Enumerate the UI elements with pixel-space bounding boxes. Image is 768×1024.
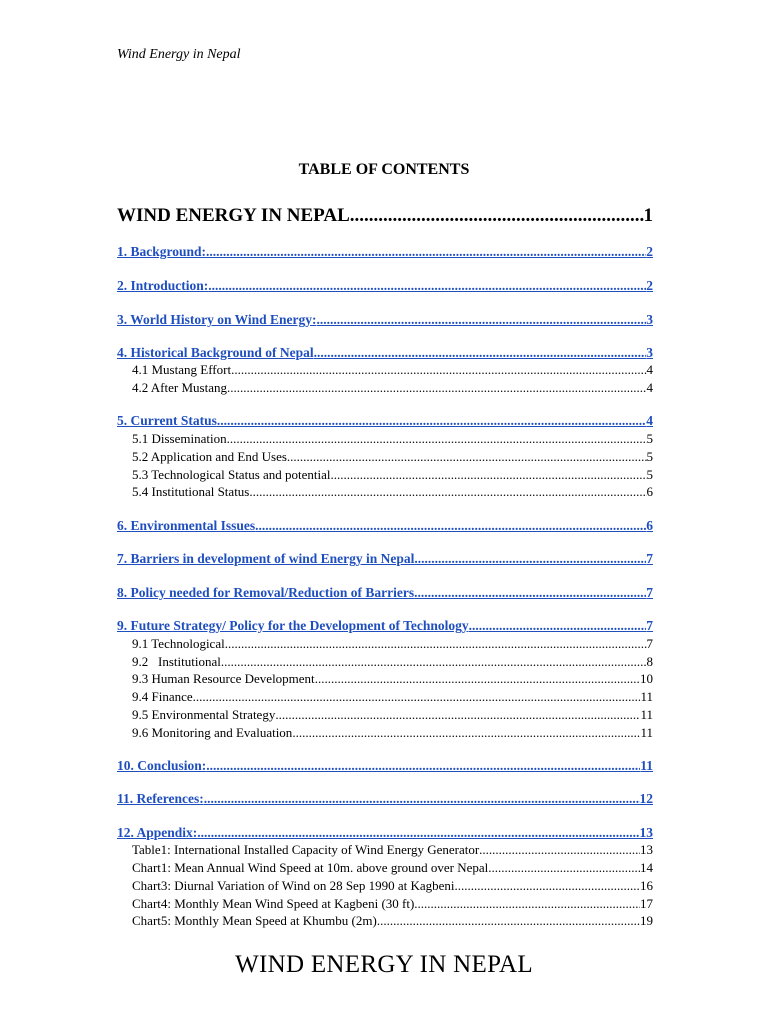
dot-leader: [455, 878, 641, 894]
toc-entry-page: 6: [646, 518, 653, 533]
toc-entry-page: 4: [646, 362, 653, 377]
dot-leader: [217, 413, 646, 429]
dot-leader: [204, 791, 640, 807]
toc-entry-label: 9.4 Finance: [132, 689, 193, 704]
toc-entry-label: 5.4 Institutional Status: [132, 484, 250, 499]
toc-entry[interactable]: [117, 518, 653, 534]
toc-entry-page: 4: [646, 413, 653, 428]
toc-entry-page: 3: [646, 312, 653, 327]
toc-entry[interactable]: [117, 312, 653, 328]
toc-entry[interactable]: [117, 791, 653, 807]
toc-entry-label: Chart1: Mean Annual Wind Speed at 10m. above ground over Nepal: [132, 860, 489, 875]
toc-subentry[interactable]: [132, 636, 653, 652]
toc-entry-page: 17: [640, 896, 653, 911]
toc-entry-page: 12: [639, 791, 653, 806]
dot-leader: [377, 913, 640, 929]
toc-entry-label: WIND ENERGY IN NEPAL: [117, 205, 350, 226]
dot-leader: [225, 636, 647, 652]
dot-leader: [275, 707, 640, 723]
toc-entry-label: Chart4: Monthly Mean Wind Speed at Kagbeni (30 ft): [132, 896, 415, 911]
dot-leader: [414, 551, 646, 567]
toc-entry[interactable]: [117, 244, 653, 260]
toc-entry-page: 7: [646, 636, 653, 651]
toc-entry[interactable]: [117, 413, 653, 429]
toc-entry-page: 2: [646, 244, 653, 259]
toc-entry-label: 7. Barriers in development of wind Energy in Nepal: [117, 551, 415, 566]
toc-subentry[interactable]: [132, 860, 653, 876]
toc-entry-page: 5: [646, 467, 653, 482]
dot-leader: [350, 205, 644, 227]
dot-leader: [414, 585, 646, 601]
toc-subentry[interactable]: [132, 878, 653, 894]
toc-entry-label: Chart5: Monthly Mean Speed at Khumbu (2m): [132, 913, 377, 928]
dot-leader: [292, 725, 640, 741]
toc-subentry[interactable]: [132, 913, 653, 929]
toc-subentry[interactable]: [132, 671, 653, 687]
toc-entry[interactable]: [117, 585, 653, 601]
toc-entry-label: 4.2 After Mustang: [132, 380, 227, 395]
toc-entry-label: 4. Historical Background of Nepal: [117, 345, 314, 360]
dot-leader: [231, 362, 646, 378]
toc-entry-page: 2: [646, 278, 653, 293]
toc-subentry[interactable]: [132, 689, 653, 705]
toc-entry-label: 5. Current Status: [117, 413, 217, 428]
dot-leader: [414, 896, 640, 912]
toc-entry-page: 19: [640, 913, 653, 928]
dot-leader: [317, 312, 647, 328]
toc-entry-label: 5.1 Dissemination: [132, 431, 227, 446]
toc-entry-page: 13: [639, 825, 653, 840]
toc-entry-label: 12. Appendix:: [117, 825, 198, 840]
toc-entry-label: 9.5 Environmental Strategy: [132, 707, 276, 722]
toc-subentry[interactable]: [132, 896, 653, 912]
toc-entry-label: 9.1 Technological: [132, 636, 225, 651]
dot-leader: [221, 654, 647, 670]
toc-entry-label: 9.6 Monitoring and Evaluation: [132, 725, 293, 740]
toc-entry-label: 8. Policy needed for Removal/Reduction of Barriers: [117, 585, 415, 600]
toc-entry[interactable]: [117, 551, 653, 567]
toc-entry-label: 6. Environmental Issues: [117, 518, 256, 533]
toc-entry-page: 13: [640, 842, 653, 857]
dot-leader: [469, 618, 647, 634]
toc-entry-page: 8: [646, 654, 653, 669]
toc-subentry[interactable]: [132, 484, 653, 500]
dot-leader: [208, 278, 646, 294]
toc-entry-label: 9. Future Strategy/ Policy for the Development of Technology: [117, 618, 469, 633]
toc-subentry[interactable]: [132, 842, 653, 858]
toc-entry-label: 5.3 Technological Status and potential: [132, 467, 331, 482]
dot-leader: [488, 860, 640, 876]
toc-entry-page: 7: [646, 551, 653, 566]
dot-leader: [287, 449, 647, 465]
dot-leader: [197, 825, 639, 841]
toc-entry-page: 6: [646, 484, 653, 499]
toc-entry-page: 3: [646, 345, 653, 360]
toc-subentry[interactable]: [132, 449, 653, 465]
toc-entry-label: Table1: International Installed Capacity of Wind Energy Generator: [132, 842, 480, 857]
toc-entry[interactable]: [117, 618, 653, 634]
toc-entry-page: 7: [646, 585, 653, 600]
toc-entry-label: 11. References:: [117, 791, 204, 806]
toc-entry-label: 10. Conclusion:: [117, 758, 207, 773]
dot-leader: [479, 842, 640, 858]
toc-entry-label: 9.3 Human Resource Development: [132, 671, 315, 686]
toc-heading: TABLE OF CONTENTS: [298, 161, 470, 178]
toc-entry-label: 3. World History on Wind Energy:: [117, 312, 317, 327]
document-title: WIND ENERGY IN NEPAL: [235, 951, 533, 978]
dot-leader: [249, 484, 646, 500]
toc-entry-page: 16: [640, 878, 653, 893]
toc-entry[interactable]: [117, 278, 653, 294]
toc-title-entry[interactable]: [117, 205, 653, 227]
toc-subentry[interactable]: [132, 362, 653, 378]
dot-leader: [206, 758, 640, 774]
toc-entry-label: 1. Background:: [117, 244, 207, 259]
toc-subentry[interactable]: [132, 467, 653, 483]
toc-entry-page: 11: [640, 689, 653, 704]
toc-entry-page: 10: [640, 671, 653, 686]
dot-leader: [227, 431, 647, 447]
toc-entry[interactable]: [117, 825, 653, 841]
dot-leader: [206, 244, 646, 260]
toc-subentry[interactable]: [132, 380, 653, 396]
toc-entry-label: Chart3: Diurnal Variation of Wind on 28 Sep 1990 at Kagbeni: [132, 878, 455, 893]
toc-subentry[interactable]: [132, 707, 653, 723]
toc-subentry[interactable]: [132, 431, 653, 447]
toc-entry-page: 11: [640, 758, 653, 773]
toc-entry-page: 11: [640, 707, 653, 722]
dot-leader: [314, 345, 647, 361]
toc-entry-page: 5: [646, 449, 653, 464]
toc-entry[interactable]: [117, 758, 653, 774]
dot-leader: [227, 380, 647, 396]
dot-leader: [315, 671, 640, 687]
toc-entry-label: 4.1 Mustang Effort: [132, 362, 232, 377]
dot-leader: [255, 518, 646, 534]
toc-entry-label: 9.2 Institutional: [132, 654, 221, 669]
toc-entry-page: 4: [646, 380, 653, 395]
toc-entry-label: 2. Introduction:: [117, 278, 209, 293]
dot-leader: [193, 689, 641, 705]
toc-subentry[interactable]: [132, 654, 653, 670]
toc-subentry[interactable]: [132, 725, 653, 741]
dot-leader: [331, 467, 647, 483]
toc-entry-page: 14: [640, 860, 653, 875]
running-head: Wind Energy in Nepal: [117, 47, 241, 62]
toc-entry[interactable]: [117, 345, 653, 361]
toc-entry-page: 7: [646, 618, 653, 633]
toc-entry-page: 11: [640, 725, 653, 740]
toc-entry-page: 5: [646, 431, 653, 446]
toc-entry-label: 5.2 Application and End Uses: [132, 449, 287, 464]
toc-entry-page: 1: [643, 205, 653, 226]
